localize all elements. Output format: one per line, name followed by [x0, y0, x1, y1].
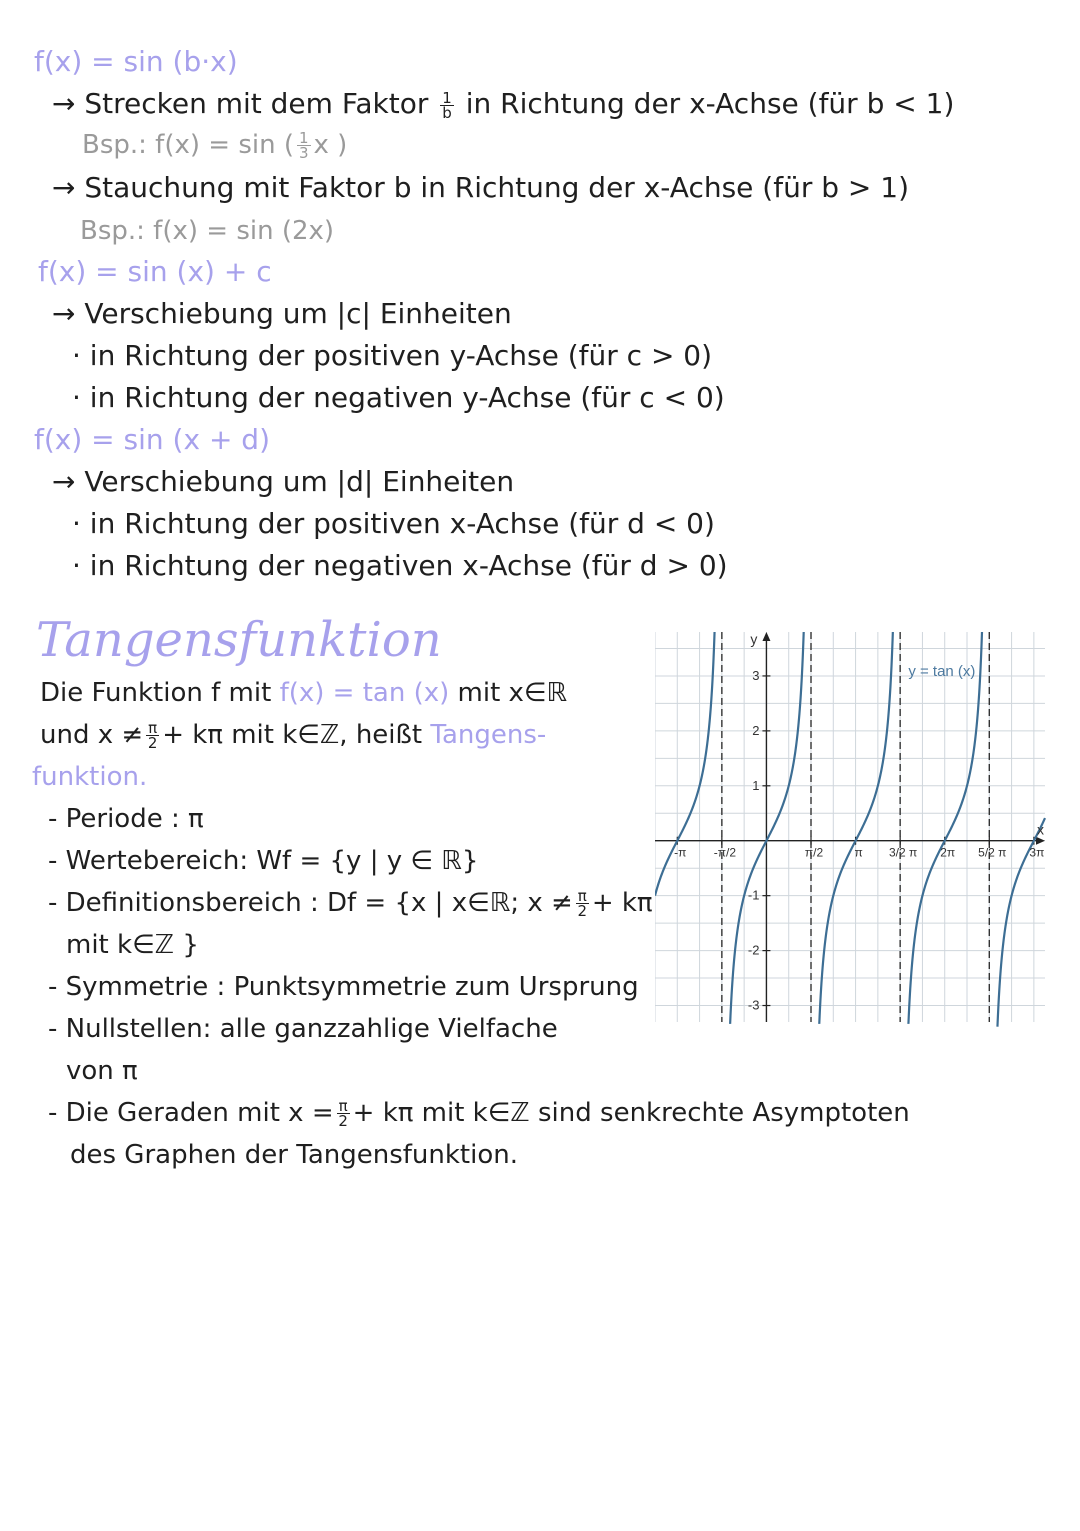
- y-tick-label: 3: [752, 667, 760, 683]
- y-tick-label: -1: [747, 887, 760, 903]
- frac-num: π: [577, 887, 587, 905]
- frac-den: b: [442, 103, 452, 122]
- property-asymptoten: [48, 1096, 910, 1130]
- x-tick-label: -π/2: [713, 845, 737, 860]
- bullet-verschiebung-c: → Verschiebung um |c| Einheiten: [52, 297, 512, 330]
- definition-line-2: [40, 718, 546, 752]
- tan-curve-branch: [908, 632, 982, 1024]
- x-tick-label: -π: [674, 845, 687, 860]
- axes: [655, 632, 1045, 1022]
- formula-sin-b: f(x) = sin (b·x): [34, 45, 238, 78]
- x-tick-label: 2π: [940, 845, 956, 860]
- frac-num: π: [338, 1097, 348, 1115]
- fraction-1-over-3: [297, 131, 311, 160]
- frac-den: 3: [298, 144, 309, 162]
- bullet-stauchung: → Stauchung mit Faktor b in Richtung der x-Achse (für b > 1): [52, 171, 910, 204]
- def-text: + kπ mit k∈ℤ, heißt: [162, 720, 423, 750]
- sub-negative-y: · in Richtung der negativen y-Achse (für c < 0): [72, 381, 725, 414]
- section-title-tangensfunktion: Tangensfunktion: [36, 612, 442, 668]
- example-strecken: [82, 128, 347, 162]
- property-asymptoten-cont: des Graphen der Tangensfunktion.: [70, 1140, 519, 1170]
- grid: [655, 632, 1045, 1022]
- bullet-strecken-rest: in Richtung der x-Achse (für b < 1): [465, 87, 955, 120]
- frac-num: 1: [442, 88, 452, 107]
- x-axis-label: x: [1037, 821, 1044, 838]
- property-definitionsbereich: [48, 886, 653, 920]
- fraction-pi-over-2: [576, 889, 589, 918]
- formula-sin-c: f(x) = sin (x) + c: [38, 255, 272, 288]
- fraction-pi-over-2: [146, 721, 159, 750]
- frac-den: 2: [338, 1112, 348, 1130]
- y-tick-label: -3: [747, 997, 760, 1013]
- frac-num: 1: [298, 129, 309, 147]
- prop-text: + kπ mit k∈ℤ sind senkrechte Asymptoten: [352, 1098, 910, 1128]
- fraction-1-over-b: [440, 88, 454, 122]
- tangens-graph: [655, 632, 1050, 1027]
- tan-curve-branch: [819, 632, 893, 1024]
- x-tick-label: 5/2 π: [978, 845, 1007, 860]
- property-nullstellen: - Nullstellen: alle ganzzahlige Vielfache: [48, 1014, 558, 1044]
- fraction-pi-over-2: [337, 1099, 350, 1128]
- prop-text: - Definitionsbereich : Df = {x | x∈ℝ; x ≠: [48, 888, 573, 918]
- example-strecken-rest: x ): [313, 130, 348, 160]
- def-term: Tangens-: [430, 720, 547, 750]
- property-wertebereich: - Wertebereich: Wf = {y | y ∈ ℝ}: [48, 846, 479, 876]
- frac-den: 2: [577, 902, 588, 920]
- def-domain: mit x∈ℝ: [457, 678, 568, 708]
- example-stauchung: Bsp.: f(x) = sin (2x): [80, 216, 335, 246]
- y-tick-label: -2: [747, 942, 760, 958]
- sub-negative-x: · in Richtung der negativen x-Achse (für d > 0): [72, 549, 728, 582]
- def-formula: f(x) = tan (x): [279, 678, 450, 708]
- x-tick-label: 3π: [1029, 845, 1045, 860]
- tan-curve: [655, 632, 1045, 1027]
- property-definitionsbereich-cont: mit k∈ℤ }: [66, 930, 199, 960]
- property-nullstellen-cont: von π: [66, 1056, 138, 1086]
- x-tick-label: 3/2 π: [889, 845, 918, 860]
- x-tick-label: π/2: [804, 845, 824, 860]
- definition-line-3: funktion.: [32, 762, 148, 792]
- prop-text: + kπ: [591, 888, 653, 918]
- y-tick-label: 1: [752, 777, 760, 793]
- prop-text: - Die Geraden mit x =: [48, 1098, 334, 1128]
- property-symmetrie: - Symmetrie : Punktsymmetrie zum Ursprung: [48, 972, 639, 1002]
- definition-line-1: [40, 676, 567, 710]
- sub-positive-y: · in Richtung der positiven y-Achse (für c > 0): [72, 339, 713, 372]
- def-text: und x ≠: [40, 720, 144, 750]
- y-tick-label: 2: [752, 722, 760, 738]
- sub-positive-x: · in Richtung der positiven x-Achse (für d < 0): [72, 507, 715, 540]
- frac-num: π: [148, 719, 158, 737]
- formula-sin-d: f(x) = sin (x + d): [34, 423, 271, 456]
- bullet-verschiebung-d: → Verschiebung um |d| Einheiten: [52, 465, 515, 498]
- y-axis-label: y: [750, 632, 758, 647]
- function-label: y = tan (x): [908, 662, 976, 680]
- x-axis-arrow: [1036, 837, 1045, 845]
- bullet-strecken: [52, 87, 954, 121]
- x-tick-label: π: [854, 845, 863, 860]
- example-strecken-text: Bsp.: f(x) = sin (: [82, 130, 294, 160]
- y-axis-arrow: [762, 632, 770, 641]
- property-periode: - Periode : π: [48, 804, 204, 834]
- bullet-strecken-text: → Strecken mit dem Faktor: [52, 87, 429, 120]
- def-text: Die Funktion f mit: [40, 678, 272, 708]
- frac-den: 2: [147, 734, 158, 752]
